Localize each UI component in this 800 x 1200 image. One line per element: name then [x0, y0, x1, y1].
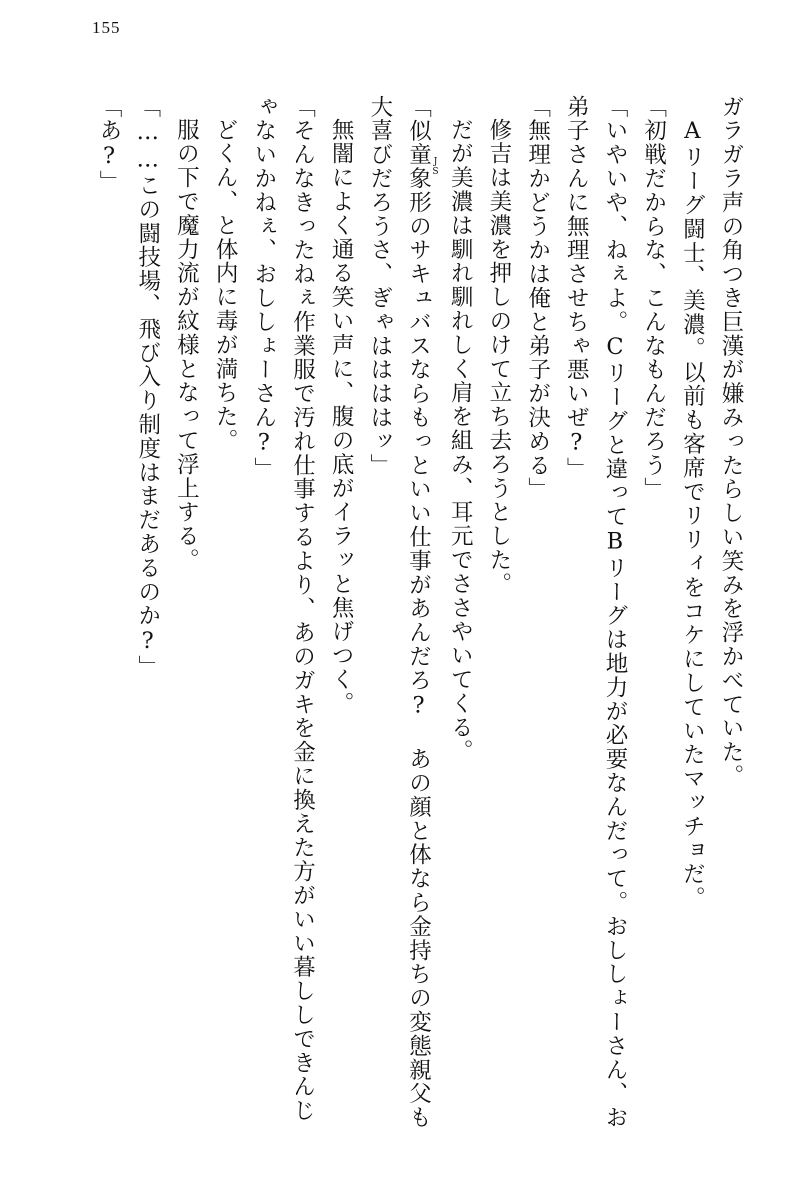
- paragraph: だが美濃は馴れ馴れしく肩を組み、耳元でささやいてくる。: [447, 117, 474, 763]
- paragraph: 服の下で魔力流が紋様となって浮上する。: [173, 117, 200, 572]
- paragraph: 「いやいや、ねぇよ。Cリーグと違ってBリーグは地力が必要なんだって。おししょーさん、お弟子さんに無理させちゃ悪いぜ?」: [563, 95, 628, 1130]
- paragraph: どくん、と体内に毒が満ちた。: [212, 117, 239, 453]
- paragraph: Aリーグ闘士、美濃。以前も客席でリリィをコケにしていたマッチョだ。: [679, 117, 706, 910]
- page-text-body: [60, 95, 750, 1135]
- paragraph: 「初戦だからな、こんなもんだろう」: [640, 95, 667, 502]
- paragraph-with-ruby: [360, 95, 440, 1135]
- paragraph: 無闇によく通る笑い声に、腹の底がイラッと焦げつく。: [328, 117, 355, 715]
- paragraph: 「無理かどうかは俺と弟子が決める」: [524, 95, 551, 502]
- paragraph-text: 「似童象形 JSのサキュバスならもっといい仕事があんだろ? あの顔と体なら金持ちの変態親父も大喜びだろうさ、ぎゃははははッ」: [366, 95, 441, 1130]
- paragraph: 修吉は美濃を押しのけて立ち去ろうとした。: [485, 117, 512, 596]
- ruby-annotation: 似童象形 JS: [405, 118, 441, 215]
- paragraph: ガラガラ声の角つき巨漢が嫌みったらしい笑みを浮かべていた。: [718, 95, 744, 789]
- paragraph: 「そんなきったねぇ作業服で汚れ仕事するより、あのガキを金に換えた方がいい暮ししできんじゃないかねぇ、おししょーさん?」: [250, 95, 316, 1123]
- paragraph: 「あ?」: [96, 95, 122, 195]
- page-number: 155: [92, 18, 121, 37]
- paragraph: 「……この闘技場、飛び入り制度はまだあるのか?」: [134, 95, 161, 680]
